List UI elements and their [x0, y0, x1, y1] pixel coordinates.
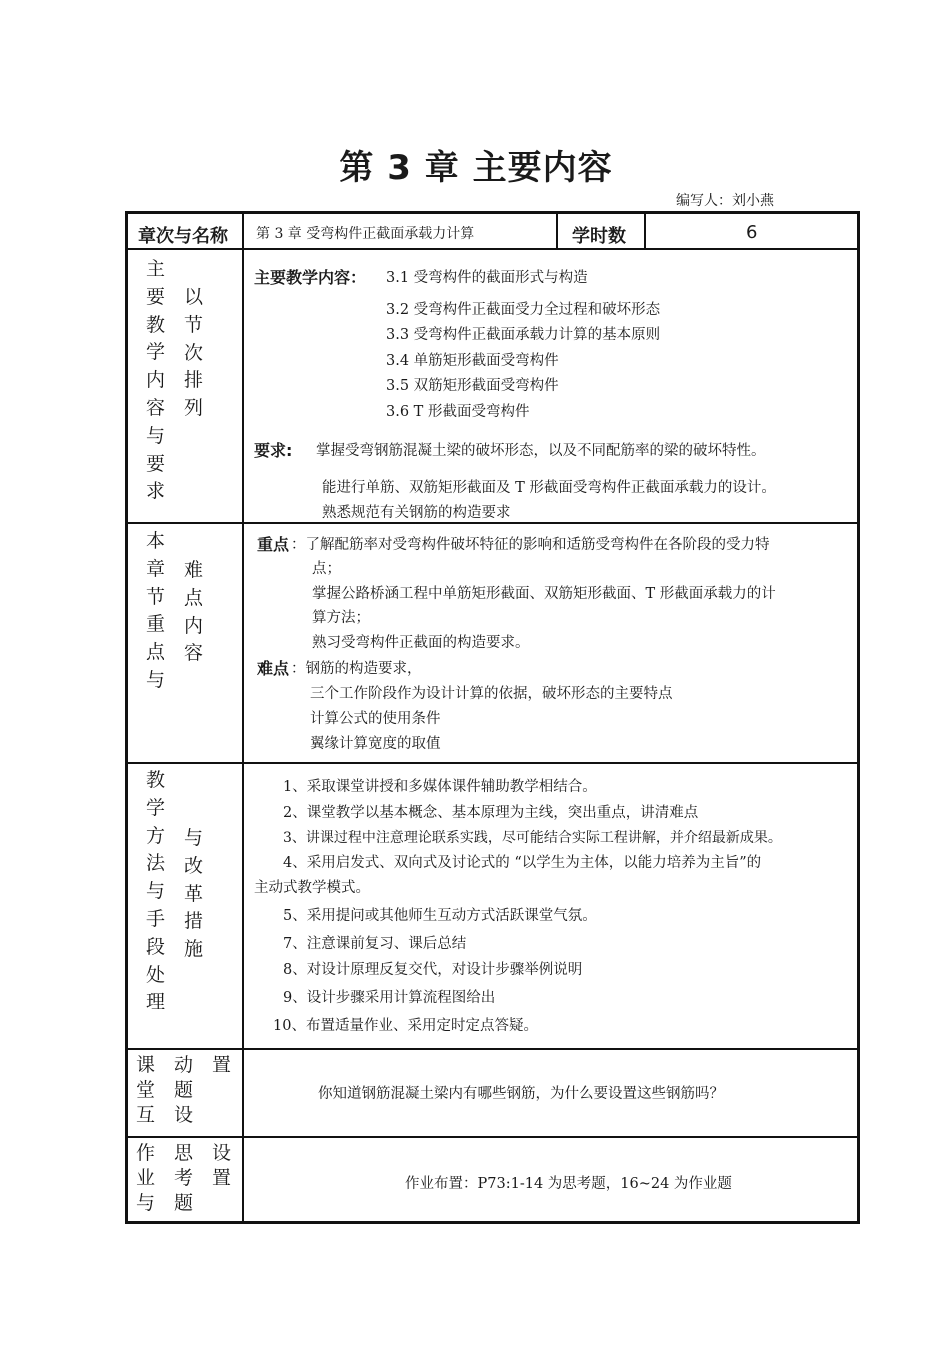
label-char: 措 [184, 910, 204, 933]
homework-label-col3 [212, 1142, 231, 1190]
key-point-line: 掌握公路桥涵工程中单筋矩形截面、双筋矩形截面、T 形截面承载力的计 [312, 586, 776, 602]
label-char: 作 [136, 1142, 156, 1164]
label-char: 设 [212, 1142, 232, 1164]
label-char: 堂 [136, 1078, 156, 1101]
label-char: 排 [184, 369, 204, 392]
keypoints-label-col2 [184, 559, 203, 665]
label-char: 学 [146, 341, 166, 364]
label-char: 与 [136, 1191, 156, 1214]
method-line: 4、采用启发式、双向式及讨论式的 “以学生为主体，以能力培养为主旨”的 [283, 855, 762, 871]
label-char: 以 [184, 286, 204, 308]
label-char: 节 [184, 313, 204, 336]
content-item: 3.6 T 形截面受弯构件 [386, 404, 530, 420]
label-char: 节 [146, 585, 166, 608]
main-content-label: 主要教学内容： [254, 268, 367, 287]
label-char: 考 [174, 1166, 194, 1189]
method-line: 7、注意课前复习、课后总结 [283, 936, 467, 952]
difficulty-label: 难点 [257, 659, 290, 678]
label-char: 互 [136, 1103, 156, 1126]
interaction-question: 你知道钢筋混凝土梁内有哪些钢筋，为什么要设置这些钢筋吗？ [318, 1086, 724, 1102]
label-char: 理 [146, 991, 166, 1014]
difficulty-line: ：钢筋的构造要求， [291, 661, 422, 677]
requirement-line: 掌握受弯钢筋混凝土梁的破坏形态，以及不同配筋率的梁的破坏特性。 [316, 443, 766, 459]
label-char: 求 [146, 480, 166, 503]
label-char: 教 [146, 769, 166, 791]
column-divider [242, 214, 244, 1221]
header-label: 章次与名称 [138, 226, 228, 247]
label-char: 内 [184, 614, 204, 637]
label-char: 与 [146, 424, 166, 447]
key-point-line: 点； [312, 561, 341, 577]
author-line: 编写人：刘小燕 [676, 193, 774, 209]
label-char: 施 [184, 938, 204, 961]
content-item: 3.5 双筋矩形截面受弯构件 [386, 378, 559, 394]
row-divider [128, 1048, 857, 1050]
method-line: 8、对设计原理反复交代，对设计步骤举例说明 [283, 962, 583, 978]
difficulty-line: 翼缘计算宽度的取值 [310, 736, 441, 752]
method-line: 1、采取课堂讲授和多媒体课件辅助教学相结合。 [283, 779, 597, 795]
requirement-line: 能进行单筋、双筋矩形截面及 T 形截面受弯构件正截面承载力的设计。 [322, 480, 776, 496]
homework-assignment: 作业布置：P73:1-14 为思考题，16~24 为作业题 [405, 1176, 732, 1192]
row-divider [128, 762, 857, 764]
label-char: 动 [174, 1054, 194, 1076]
label-char: 重 [146, 613, 166, 636]
page-title: 第 3 章 主要内容 [339, 148, 613, 188]
label-char: 与 [146, 668, 166, 691]
method-line: 3、讲课过程中注意理论联系实践，尽可能结合实际工程讲解，并介绍最新成果。 [283, 830, 782, 846]
method-line: 2、课堂教学以基本概念、基本原理为主线，突出重点，讲清难点 [283, 805, 699, 821]
row-divider [128, 1136, 857, 1138]
key-point-line: 熟习受弯构件正截面的构造要求。 [312, 635, 530, 651]
method-line: 5、采用提问或其他师生互动方式活跃课堂气氛。 [283, 908, 597, 924]
key-point-line: ：了解配筋率对受弯构件破坏特征的影响和适筋受弯构件在各阶段的受力特 [291, 537, 770, 553]
difficulty-line: 三个工作阶段作为设计计算的依据，破坏形态的主要特点 [310, 686, 673, 702]
label-char: 要 [146, 452, 166, 475]
label-char: 学 [146, 796, 166, 819]
label-char: 改 [184, 854, 204, 877]
label-char: 要 [146, 285, 166, 308]
interaction-label-col1 [136, 1054, 155, 1126]
label-char: 列 [184, 397, 204, 420]
label-char: 教 [146, 313, 166, 336]
difficulty-line: 计算公式的使用条件 [310, 711, 441, 727]
label-char: 置 [212, 1166, 232, 1189]
lesson-plan-table [125, 211, 860, 1224]
label-char: 题 [174, 1078, 194, 1101]
label-char: 革 [184, 882, 204, 905]
label-char: 置 [212, 1054, 232, 1076]
label-char: 本 [146, 530, 166, 552]
column-divider [556, 214, 558, 248]
content-label-col1 [146, 258, 165, 503]
label-char: 次 [184, 341, 204, 364]
label-char: 与 [146, 880, 166, 903]
hours-label: 学时数 [572, 226, 626, 247]
label-char: 点 [146, 641, 166, 664]
row-divider [128, 248, 857, 250]
interaction-label-col3 [212, 1054, 231, 1077]
label-char: 章 [146, 557, 166, 580]
key-point-label: 重点 [257, 535, 290, 554]
interaction-label-col2 [174, 1054, 193, 1126]
hours-value: 6 [746, 222, 758, 243]
content-item: 3.4 单筋矩形截面受弯构件 [386, 353, 559, 369]
content-item: 3.2 受弯构件正截面受力全过程和破坏形态 [386, 302, 661, 318]
method-line: 9、设计步骤采用计算流程图给出 [283, 990, 496, 1006]
requirement-line: 熟悉规范有关钢筋的构造要求 [322, 505, 511, 521]
label-char: 方 [146, 824, 166, 847]
label-char: 设 [174, 1103, 194, 1126]
content-item: 3.3 受弯构件正截面承载力计算的基本原则 [386, 327, 661, 343]
label-char: 容 [184, 642, 204, 665]
methods-label-col2 [184, 827, 203, 961]
column-divider [644, 214, 646, 248]
chapter-name: 第 3 章 受弯构件正截面承载力计算 [256, 226, 475, 242]
method-line: 10、布置适量作业、采用定时定点答疑。 [273, 1018, 538, 1034]
label-char: 容 [146, 396, 166, 419]
label-char: 处 [146, 963, 166, 986]
label-char: 业 [136, 1166, 156, 1189]
requirement-label: 要求: [254, 441, 293, 460]
methods-label-col1 [146, 769, 165, 1014]
label-char: 段 [146, 935, 166, 958]
content-label-col2 [184, 286, 203, 420]
label-char: 内 [146, 369, 166, 392]
label-char: 思 [174, 1142, 194, 1164]
method-line: 主动式教学模式。 [254, 880, 370, 896]
label-char: 点 [184, 586, 204, 609]
label-char: 主 [146, 258, 166, 280]
key-point-line: 算方法； [312, 610, 370, 626]
label-char: 题 [174, 1191, 194, 1214]
label-char: 手 [146, 907, 166, 930]
homework-label-col1 [136, 1142, 155, 1214]
label-char: 与 [184, 827, 204, 849]
homework-label-col2 [174, 1142, 193, 1214]
label-char: 课 [136, 1054, 156, 1076]
keypoints-label-col1 [146, 530, 165, 692]
content-item: 3.1 受弯构件的截面形式与构造 [386, 270, 588, 286]
label-char: 难 [184, 559, 204, 581]
label-char: 法 [146, 852, 166, 875]
